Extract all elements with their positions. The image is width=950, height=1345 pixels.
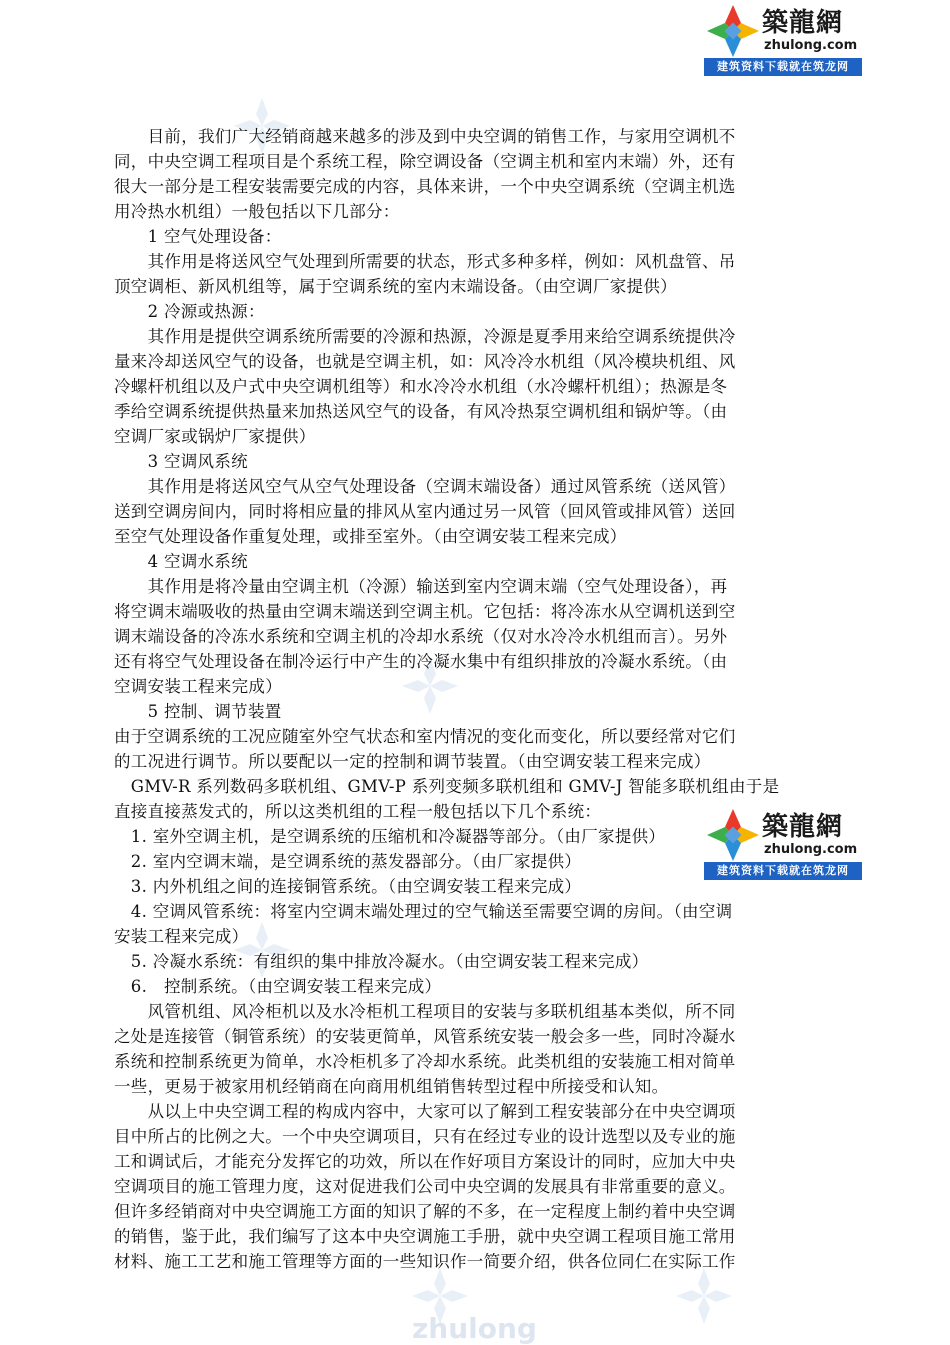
text-line: 的工况进行调节。所以要配以一定的控制和调节装置。（由空调安装工程来完成） [114,752,711,771]
text-line: 材料、施工工艺和施工管理等方面的一些知识作一简要介绍，供各位同仁在实际工作 [114,1252,736,1271]
text-line: 还有将空气处理设备在制冷运行中产生的冷凝水集中有组织排放的冷凝水系统。（由 [114,652,728,671]
list-item: 5. 冷凝水系统：有组织的集中排放冷凝水。（由空调安装工程来完成） [114,952,649,971]
list-item: 6. 控制系统。（由空调安装工程来完成） [114,977,442,996]
text-line: 调末端设备的冷冻水系统和空调主机的冷却水系统（仅对水冷冷水机组而言）。另外 [114,627,728,646]
text-line: 但许多经销商对中央空调施工方面的知识了解的不多，在一定程度上制约着中央空调 [114,1202,736,1221]
zhulong-diamond-icon [706,4,760,58]
logo-domain: zhulong.com [764,842,858,857]
text-line: 用冷热水机组）一般包括以下几部分： [114,202,400,221]
snowflake-watermark-icon [674,1266,734,1326]
text-line: 将空调末端吸收的热量由空调末端送到空调主机。它包括：将冷冻水从空调机送到空 [114,602,736,621]
watermark-text: zhulong [412,1312,537,1345]
text-line: 其作用是将送风空气处理到所需要的状态，形式多种多样，例如：风机盘管、吊 [114,252,736,271]
logo-chinese-name: 築龍網 [762,812,844,842]
text-line: 其作用是将冷量由空调主机（冷源）输送到室内空调末端（空气处理设备），再 [114,577,728,596]
section-heading: 1 空气处理设备： [114,227,282,246]
logo-domain: zhulong.com [764,38,858,53]
document-body [114,124,838,1274]
section-heading: 3 空调风系统 [114,452,248,471]
list-item: 1. 室外空调主机，是空调系统的压缩机和冷凝器等部分。（由厂家提供） [114,827,666,846]
logo-slogan: 建筑资料下载就在筑龙网 [704,862,862,880]
list-item: 2. 室内空调末端，是空调系统的蒸发器部分。（由厂家提供） [114,852,582,871]
section-heading: 2 冷源或热源： [114,302,265,321]
text-line: 的销售，鉴于此，我们编写了这本中央空调施工手册，就中央空调工程项目施工常用 [114,1227,736,1246]
text-line: 从以上中央空调工程的构成内容中，大家可以了解到工程安装部分在中央空调项 [114,1102,736,1121]
text-line: 系统和控制系统更为简单，水冷柜机多了冷却水系统。此类机组的安装施工相对简单 [114,1052,736,1071]
zhulong-logo-top [704,2,862,76]
text-line: 由于空调系统的工况应随室外空气状态和室内情况的变化而变化，所以要经常对它们 [114,727,736,746]
text-line: 顶空调柜、新风机组等，属于空调系统的室内末端设备。（由空调厂家提供） [114,277,677,296]
text-line: 空调项目的施工管理力度，这对促进我们公司中央空调的发展具有非常重要的意义。 [114,1177,736,1196]
text-line: 其作用是将送风空气从空气处理设备（空调末端设备）通过风管系统（送风管） [114,477,736,496]
text-line: 安装工程来完成） [114,927,249,946]
section-heading: 4 空调水系统 [114,552,248,571]
text-line: 送到空调房间内，同时将相应量的排风从室内通过另一风管（回风管或排风管）送回 [114,502,736,521]
logo-chinese-name: 築龍網 [762,8,844,38]
text-line: 很大一部分是工程安装需要完成的内容，具体来讲，一个中央空调系统（空调主机选 [114,177,736,196]
text-line: GMV-R 系列数码多联机组、GMV-P 系列变频多联机组和 GMV-J 智能多联机组由于是 [114,777,780,796]
text-line: 空调安装工程来完成） [114,677,282,696]
text-line: 目前，我们广大经销商越来越多的涉及到中央空调的销售工作，与家用空调机不 [114,127,736,146]
list-item: 3. 内外机组之间的连接铜管系统。（由空调安装工程来完成） [114,877,582,896]
logo-slogan: 建筑资料下载就在筑龙网 [704,58,862,76]
text-line: 直接直接蒸发式的，所以这类机组的工程一般包括以下几个系统： [114,802,602,821]
text-line: 量来冷却送风空气的设备，也就是空调主机，如：风冷冷水机组（风冷模块机组、风 [114,352,736,371]
text-line: 季给空调系统提供热量来加热送风空气的设备，有风冷热泵空调机组和锅炉等。（由 [114,402,728,421]
text-line: 至空气处理设备作重复处理，或排至室外。（由空调安装工程来完成） [114,527,627,546]
text-line: 空调厂家或锅炉厂家提供） [114,427,316,446]
text-line: 冷螺杆机组以及户式中央空调机组等）和水冷冷水机组（水冷螺杆机组）；热源是冬 [114,377,728,396]
text-line: 目中所占的比例之大。一个中央空调项目，只有在经过专业的设计选型以及专业的施 [114,1127,736,1146]
text-line: 风管机组、风冷柜机以及水冷柜机工程项目的安装与多联机组基本类似，所不同 [114,1002,736,1021]
list-item: 4. 空调风管系统：将室内空调末端处理过的空气输送至需要空调的房间。（由空调 [114,902,733,921]
section-heading: 5 控制、调节装置 [114,702,282,721]
text-line: 其作用是提供空调系统所需要的冷源和热源，冷源是夏季用来给空调系统提供冷 [114,327,736,346]
text-line: 之处是连接管（铜管系统）的安装更简单，风管系统安装一般会多一些，同时冷凝水 [114,1027,736,1046]
text-line: 一些，更易于被家用机经销商在向商用机组销售转型过程中所接受和认知。 [114,1077,669,1096]
text-line: 工和调试后，才能充分发挥它的功效，所以在作好项目方案设计的同时，应加大中央 [114,1152,736,1171]
text-line: 同，中央空调工程项目是个系统工程，除空调设备（空调主机和室内末端）外，还有 [114,152,736,171]
